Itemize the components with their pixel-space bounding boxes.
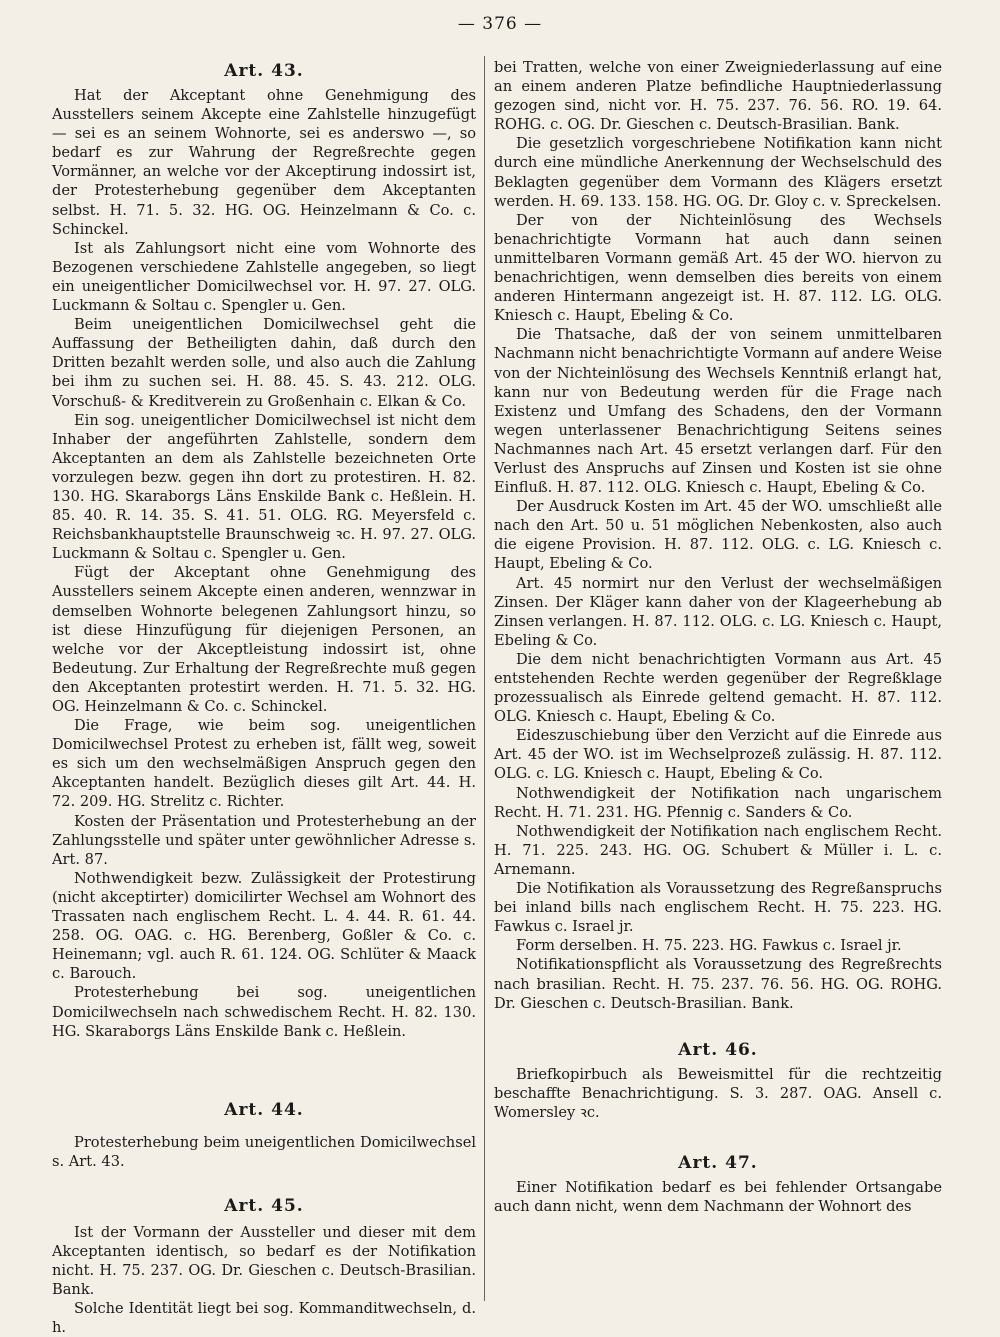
paragraph: Ist der Vormann der Aussteller und dieser mit dem Akceptanten identisch, so bedarf es der Notifikation nicht. H. 75. 237. OG. Dr. Gieschen c. Deutsch-Brasilian. Bank. — [52, 1223, 476, 1299]
left-column — [52, 60, 476, 1337]
paragraph: Beim uneigentlichen Domicilwechsel geht die Auffassung der Betheiligten dahin, daß durch den Dritten bezahlt werden solle, und also auch die Zahlung bei ihm zu suchen sei. H. 88. 45. S. 43. 212. OLG. Vorschuß- & Kreditverein zu Großenhain c. Elkan & Co. — [52, 316, 476, 410]
paragraph: Die gesetzlich vorgeschriebene Notifikation kann nicht durch eine mündliche Anerkennung der Wechselschuld des Beklagten gegenüber dem Vormann des Klägers ersetzt werden. H. 69. 133. 158. HG. OG. Dr. Gloy c. v. Spreckelsen. — [494, 135, 942, 210]
paragraph: Ein sog. uneigentlicher Domicilwechsel ist nicht dem Inhaber der angeführten Zahlstelle, sondern dem Akceptanten an dem als Zahlstelle bezeichneten Orte vorzulegen bezw. gegen ihn dort zu protestiren. H. 82. 130. HG. Skaraborgs Läns Enskilde Bank c. Heßlein. H. 85. 40. R. 14. 35. S. 41. 51. OLG. RG. Meyersfeld c. Reichsbankhauptstelle Braunschweig ꝛc. H. 97. 27. OLG. Luckmann & Soltau c. Spengler u. Gen. — [52, 411, 476, 563]
paragraph: Protesterhebung bei sog. uneigentlichen Domicilwechseln nach schwedischem Recht. H. 82. 130. HG. Skaraborgs Läns Enskilde Bank c. Heßlein. — [52, 984, 476, 1040]
paragraph: Die Frage, wie beim sog. uneigentlichen Domicilwechsel Protest zu erheben ist, fällt weg, soweit es sich um den wechselmäßigen Anspruch gegen den Akceptanten handelt. Bezüglich dieses gilt Art. 44. H. 72. 209. HG. Strelitz c. Richter. — [52, 717, 476, 811]
paragraph: Briefkopirbuch als Beweismittel für die rechtzeitig beschaffte Benachrichtigung. S. 3. 287. OAG. Ansell c. Womersley ꝛc. — [494, 1065, 942, 1121]
paragraph: Die dem nicht benachrichtigten Vormann aus Art. 45 entstehenden Rechte werden gegenüber der Regreßklage prozessualisch als Einrede geltend gemacht. H. 87. 112. OLG. Kniesch c. Haupt, Ebeling & Co. — [494, 650, 942, 726]
paragraph: Protesterhebung beim uneigentlichen Domicilwechsel s. Art. 43. — [52, 1133, 476, 1170]
article-heading-44: Art. 44. — [224, 1099, 304, 1120]
paragraph: Hat der Akceptant ohne Genehmigung des Ausstellers seinem Akcepte eine Zahlstelle hinzugefügt — sei es an seinem Wohnorte, sei es anderswo —, so bedarf es zur Wahrung der Regreßrechte gegen Vormänner, an welche vor der Akceptirung indossirt ist, der Protesterhebung gegenüber dem Akceptanten selbst. H. 71. 5. 32. HG. OG. Heinzelmann & Co. c. Schinckel. — [52, 87, 476, 238]
article-heading-43: Art. 43. — [224, 61, 304, 81]
paragraph: Die Notifikation als Voraussetzung des Regreßanspruchs bei inland bills nach englischem Recht. H. 75. 223. HG. Fawkus c. Israel jr. — [494, 880, 942, 936]
paragraph: Nothwendigkeit der Notifikation nach ungarischem Recht. H. 71. 231. HG. Pfennig c. Sanders & Co. — [494, 784, 942, 821]
paragraph-continued: bei Tratten, welche von einer Zweigniederlassung auf eine an einem anderen Platze befindliche Hauptniederlassung gezogen sind, nicht vor. H. 75. 237. 76. 56. RO. 19. 64. ROHG. c. OG. Dr. Gieschen c. Deutsch-Brasilian. Bank. — [494, 59, 942, 134]
paragraph: Eideszuschiebung über den Verzicht auf die Einrede aus Art. 45 der WO. ist im Wechselprozeß zulässig. H. 87. 112. OLG. c. LG. Kniesch c. Haupt, Ebeling & Co. — [494, 727, 942, 783]
paragraph: Der Ausdruck Kosten im Art. 45 der WO. umschließt alle nach den Art. 50 u. 51 möglichen Nebenkosten, also auch die eigene Provision. H. 87. 112. OLG. c. LG. Kniesch c. Haupt, Ebeling & Co. — [494, 498, 942, 573]
article-heading-46: Art. 46. — [678, 1039, 758, 1060]
paragraph: Einer Notifikation bedarf es bei fehlender Ortsangabe auch dann nicht, wenn dem Nachmann der Wohnort des — [494, 1178, 942, 1216]
paragraph: Ist als Zahlungsort nicht eine vom Wohnorte des Bezogenen verschiedene Zahlstelle angegeben, so liegt ein uneigentlicher Domicilwechsel vor. H. 97. 27. OLG. Luckmann & Soltau c. Spengler u. Gen. — [52, 239, 476, 315]
paragraph: Die Thatsache, daß der von seinem unmittelbaren Nachmann nicht benachrichtigte Vormann auf andere Weise von der Nichteinlösung des Wechsels Kenntniß erlangt hat, kann nur von Bedeutung werden für die Frage nach Existenz und Umfang des Schadens, den der Vormann wegen unterlassener Benachrichtigung Seitens seines Nachmannes nach Art. 45 ersetzt verlangen darf. Für den Verlust des Anspruchs auf Zinsen und Kosten ist sie ohne Einfluß. H. 87. 112. OLG. Kniesch c. Haupt, Ebeling & Co. — [494, 326, 942, 497]
paragraph: Art. 45 normirt nur den Verlust der wechselmäßigen Zinsen. Der Kläger kann daher von der Klageerhebung ab Zinsen verlangen. H. 87. 112. OLG. c. LG. Kniesch c. Haupt, Ebeling & Co. — [494, 574, 942, 649]
article-heading-45: Art. 45. — [224, 1195, 304, 1216]
paragraph: Nothwendigkeit bezw. Zulässigkeit der Protestirung (nicht akceptirter) domicilirter Wechsel am Wohnort des Trassaten nach englischem Recht. L. 4. 44. R. 61. 44. 258. OG. OAG. c. HG. Berenberg, Goßler & Co. c. Heinemann; vgl. auch R. 61. 124. OG. Schlüter & Maack c. Barouch. — [52, 869, 476, 983]
paragraph: Form derselben. H. 75. 223. HG. Fawkus c. Israel jr. — [516, 937, 902, 955]
paragraph: Notifikationspflicht als Voraussetzung des Regreßrechts nach brasilian. Recht. H. 75. 237. 76. 56. HG. OG. ROHG. Dr. Gieschen c. Deutsch-Brasilian. Bank. — [494, 956, 942, 1012]
column-divider — [484, 56, 485, 1301]
right-column — [494, 58, 942, 1303]
paragraph: Solche Identität liegt bei sog. Kommanditwechseln, d. h. — [52, 1300, 476, 1337]
article-heading-47: Art. 47. — [678, 1152, 758, 1173]
paragraph: Nothwendigkeit der Notifikation nach englischem Recht. H. 71. 225. 243. HG. OG. Schubert & Müller i. L. c. Arnemann. — [494, 822, 942, 878]
paragraph: Der von der Nichteinlösung des Wechsels benachrichtigte Vormann hat auch dann seinen unmittelbaren Vormann gemäß Art. 45 der WO. hiervon zu benachrichtigen, wenn demselben dies bereits von einem anderen Hintermann angezeigt ist. H. 87. 112. LG. OLG. Kniesch c. Haupt, Ebeling & Co. — [494, 211, 942, 325]
paragraph: Kosten der Präsentation und Protesterhebung an der Zahlungsstelle und später unter gewöhnlicher Adresse s. Art. 87. — [52, 812, 476, 868]
paragraph: Fügt der Akceptant ohne Genehmigung des Ausstellers seinem Akcepte einen anderen, wennzwar in demselben Wohnorte belegenen Zahlungsort hinzu, so ist diese Hinzufügung für diejenigen Personen, an welche vor der Akceptleistung indossirt ist, ohne Bedeutung. Zur Erhaltung der Regreßrechte muß gegen den Akceptanten protestirt werden. H. 71. 5. 32. HG. OG. Heinzelmann & Co. c. Schinckel. — [52, 564, 476, 715]
page-number: — 376 — — [457, 14, 543, 34]
